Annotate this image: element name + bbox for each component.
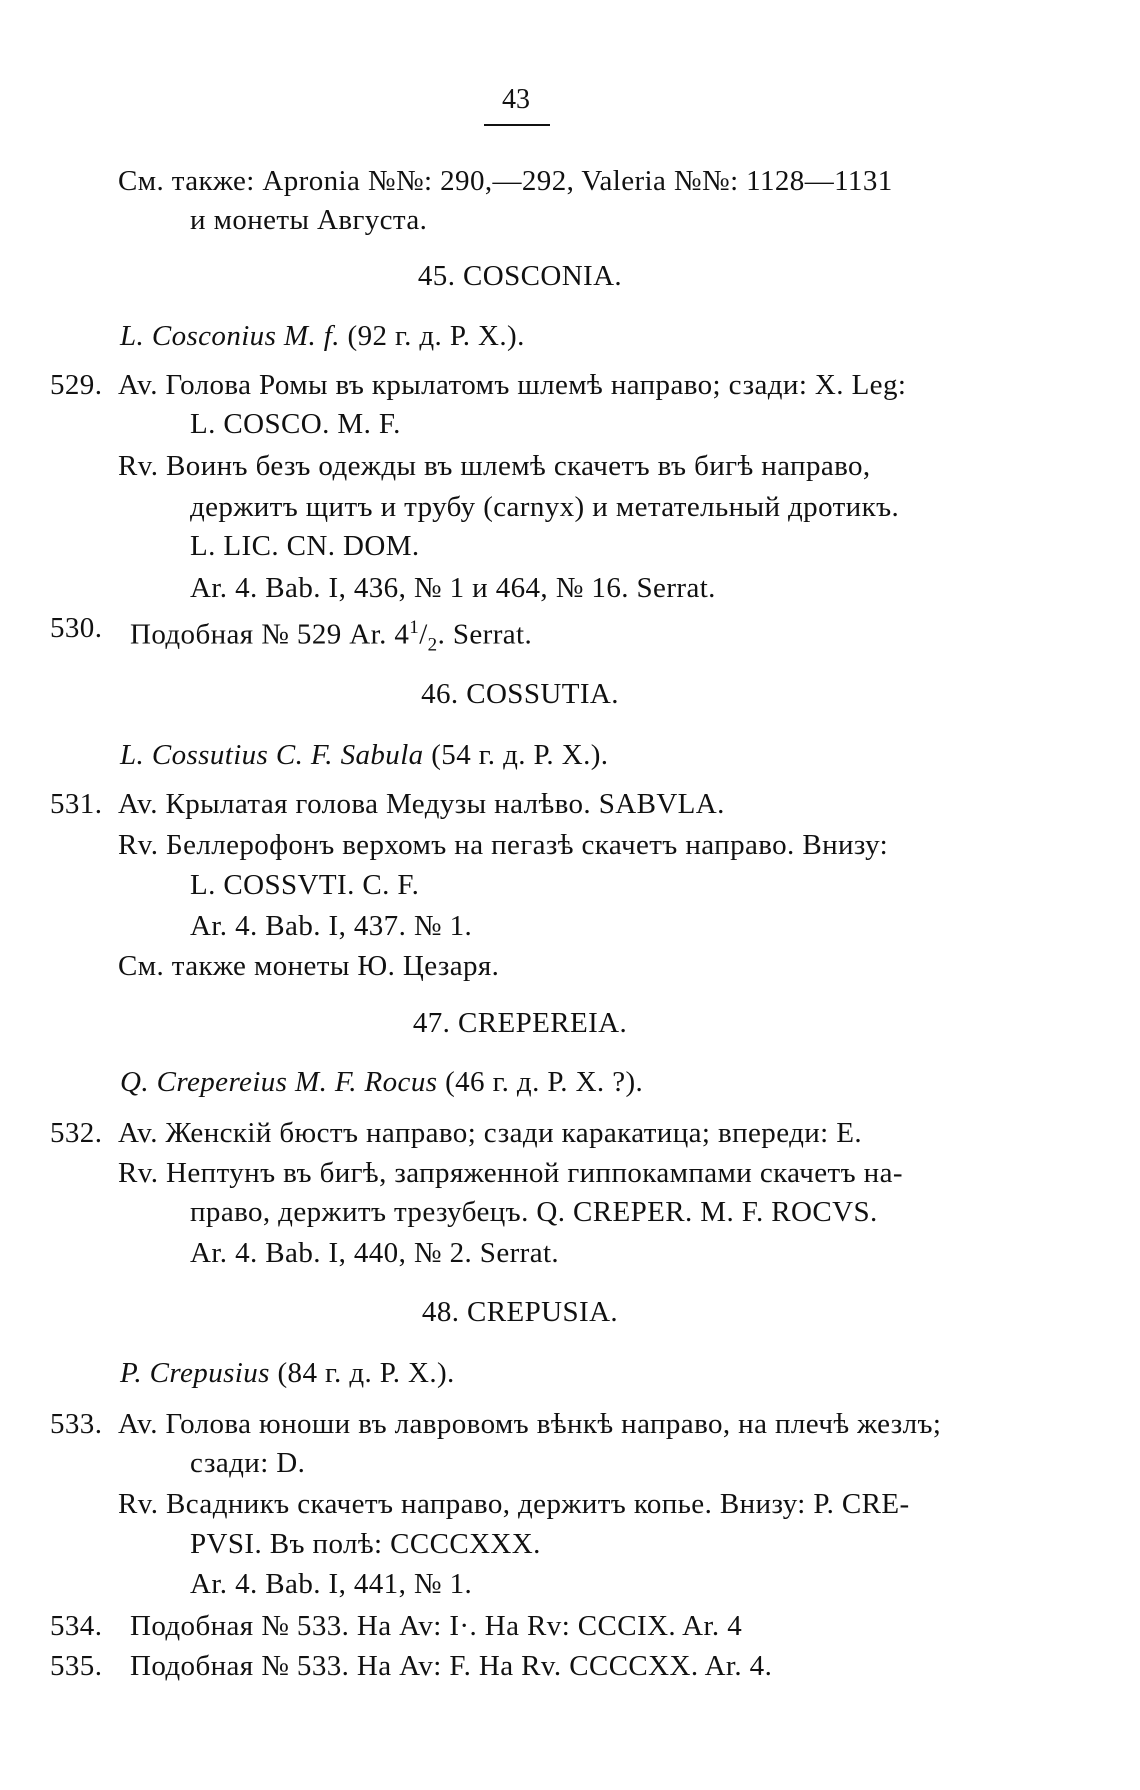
moneyer-line-48 xyxy=(120,1355,455,1391)
entry-number-535: 535. xyxy=(50,1650,103,1682)
entry-number-531: 531. xyxy=(50,788,103,820)
entry-533-obverse: Av. Голова юноши въ лавровомъ вѣнкѣ направо, на плечѣ жезлъ; xyxy=(118,1408,942,1440)
entry-531-legend: L. COSSVTI. C. F. xyxy=(190,869,420,901)
entry-530-text: Подобная № 529 Ar. $4^1/_2$. Serrat. xyxy=(130,617,533,656)
entry-529-reverse-cont: держитъ щитъ и трубу (carnyx) и метательный дротикъ. xyxy=(190,491,900,523)
entry-529-obverse: Av. Голова Ромы въ крылатомъ шлемѣ направо; сзади: X. Leg: xyxy=(118,369,907,401)
entry-532-reverse: Rv. Нептунъ въ бигѣ, запряженной гиппокампами скачетъ на- xyxy=(118,1157,903,1189)
page-number: 43 xyxy=(502,84,530,115)
entry-number-533: 533. xyxy=(50,1408,103,1440)
entry-number-530: 530. xyxy=(50,612,103,644)
section-heading-48: 48. CREPUSIA. xyxy=(421,1296,619,1328)
entry-531-reverse: Rv. Беллерофонъ верхомъ на пегазѣ скачетъ направо. Внизу: xyxy=(118,829,889,861)
entry-530-main: Подобная № 529 Ar. 4 xyxy=(130,618,410,651)
entry-number-529: 529. xyxy=(50,369,103,401)
moneyer-name: P. Crepusius xyxy=(120,1357,270,1389)
fraction-denominator: 2 xyxy=(427,634,438,656)
entry-535-text: Подобная № 533. На Av: F. На Rv. CCCCXX. Ar. 4. xyxy=(130,1650,773,1682)
section-heading-45: 45. COSCONIA. xyxy=(417,260,623,292)
moneyer-name: Q. Crepereius M. F. Rocus xyxy=(120,1066,438,1098)
entry-529-legend: L. LIC. CN. DOM. xyxy=(190,530,420,562)
entry-533-reverse: Rv. Всадникъ скачетъ направо, держитъ копье. Внизу: P. CRE- xyxy=(118,1488,910,1520)
moneyer-date: (46 г. д. Р. Х. ?). xyxy=(445,1066,644,1098)
entry-531-obverse: Av. Крылатая голова Медузы налѣво. SABVLA. xyxy=(118,788,725,820)
entry-533-obverse-cont: сзади: D. xyxy=(190,1447,306,1479)
fraction-numerator: 1 xyxy=(409,617,420,638)
entry-531-reference: Ar. 4. Bab. I, 437. № 1. xyxy=(190,910,473,942)
section-heading-46: 46. COSSUTIA. xyxy=(421,678,619,710)
entry-534-text: Подобная № 533. На Av: I·. На Rv: CCCIX. Ar. 4 xyxy=(130,1610,743,1642)
see-also-line-cont: и монеты Августа. xyxy=(190,204,428,236)
moneyer-name: L. Cossutius C. F. Sabula xyxy=(120,739,424,771)
page-number-rule xyxy=(484,124,550,126)
moneyer-line-47 xyxy=(120,1064,643,1100)
entry-533-reverse-cont: PVSI. Въ полѣ: CCCCXXX. xyxy=(190,1528,541,1560)
moneyer-date: (92 г. д. Р. Х.). xyxy=(347,320,525,352)
see-also-46: См. также монеты Ю. Цезаря. xyxy=(118,950,500,982)
entry-number-534: 534. xyxy=(50,1610,103,1642)
moneyer-date: (54 г. д. Р. Х.). xyxy=(431,739,609,771)
entry-number-532: 532. xyxy=(50,1117,103,1149)
entry-533-reference: Ar. 4. Bab. I, 441, № 1. xyxy=(190,1568,473,1600)
moneyer-line-46 xyxy=(120,737,608,773)
entry-529-reference: Ar. 4. Bab. I, 436, № 1 и 464, № 16. Serrat. xyxy=(190,572,716,604)
see-also-line: См. также: Apronia №№: 290,—292, Valeria №№: 1128—1131 xyxy=(118,165,893,197)
entry-532-obverse: Av. Женскій бюстъ направо; сзади каракатица; впереди: E. xyxy=(118,1117,863,1149)
moneyer-date: (84 г. д. Р. Х.). xyxy=(277,1357,455,1389)
moneyer-line-45 xyxy=(120,318,525,354)
entry-530-tail: . Serrat. xyxy=(437,618,533,651)
entry-532-reverse-cont: право, держитъ трезубецъ. Q. CREPER. M. F. ROCVS. xyxy=(190,1196,878,1228)
moneyer-name: L. Cosconius M. f. xyxy=(120,320,340,352)
entry-529-reverse: Rv. Воинъ безъ одежды въ шлемѣ скачетъ въ бигѣ направо, xyxy=(118,450,871,482)
entry-529-obverse-cont: L. COSCO. M. F. xyxy=(190,408,401,440)
section-heading-47: 47. CREPEREIA. xyxy=(412,1007,628,1039)
entry-532-reference: Ar. 4. Bab. I, 440, № 2. Serrat. xyxy=(190,1237,560,1269)
